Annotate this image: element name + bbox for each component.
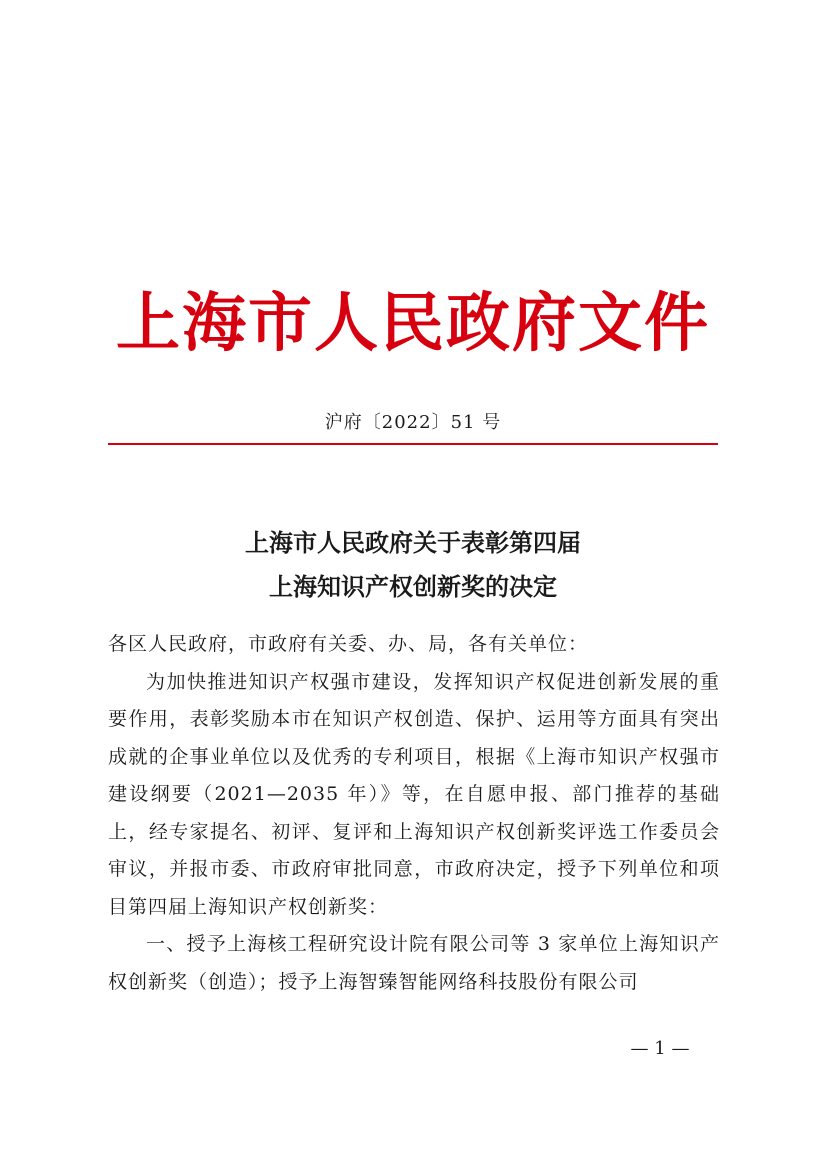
page-number: — 1 — — [630, 1038, 690, 1059]
body-paragraph-2: 一、授予上海核工程研究设计院有限公司等 3 家单位上海知识产权创新奖（创造）；授予上海智臻智能网络科技股份有限公司 — [108, 933, 720, 993]
red-divider-line — [108, 443, 718, 445]
body-paragraph-1: 为加快推进知识产权强市建设，发挥知识产权促进创新发展的重要作用，表彰奖励本市在知识产权创造、保护、运用等方面具有突出成就的企事业单位以及优秀的专利项目，根据《上海市知识产权强市建设纲要（2021—2035 年）》等，在自愿申报、部门推荐的基础上，经专家提名、初评、复评和上海知识产权创新奖评选工作委员会审议，并报市委、市政府审批同意，市政府决定，授予下列单位和项目第四届上海知识产权创新奖： — [108, 670, 720, 918]
document-body — [108, 626, 720, 1001]
document-title-line-2: 上海知识产权创新奖的决定 — [269, 573, 557, 601]
document-title-line-1: 上海市人民政府关于表彰第四届 — [245, 529, 581, 557]
salutation: 各区人民政府，市政府有关委、办、局，各有关单位： — [108, 633, 589, 655]
document-number: 沪府〔2022〕51 号 — [324, 412, 502, 433]
document-masthead: 上海市人民政府文件 — [116, 287, 710, 361]
